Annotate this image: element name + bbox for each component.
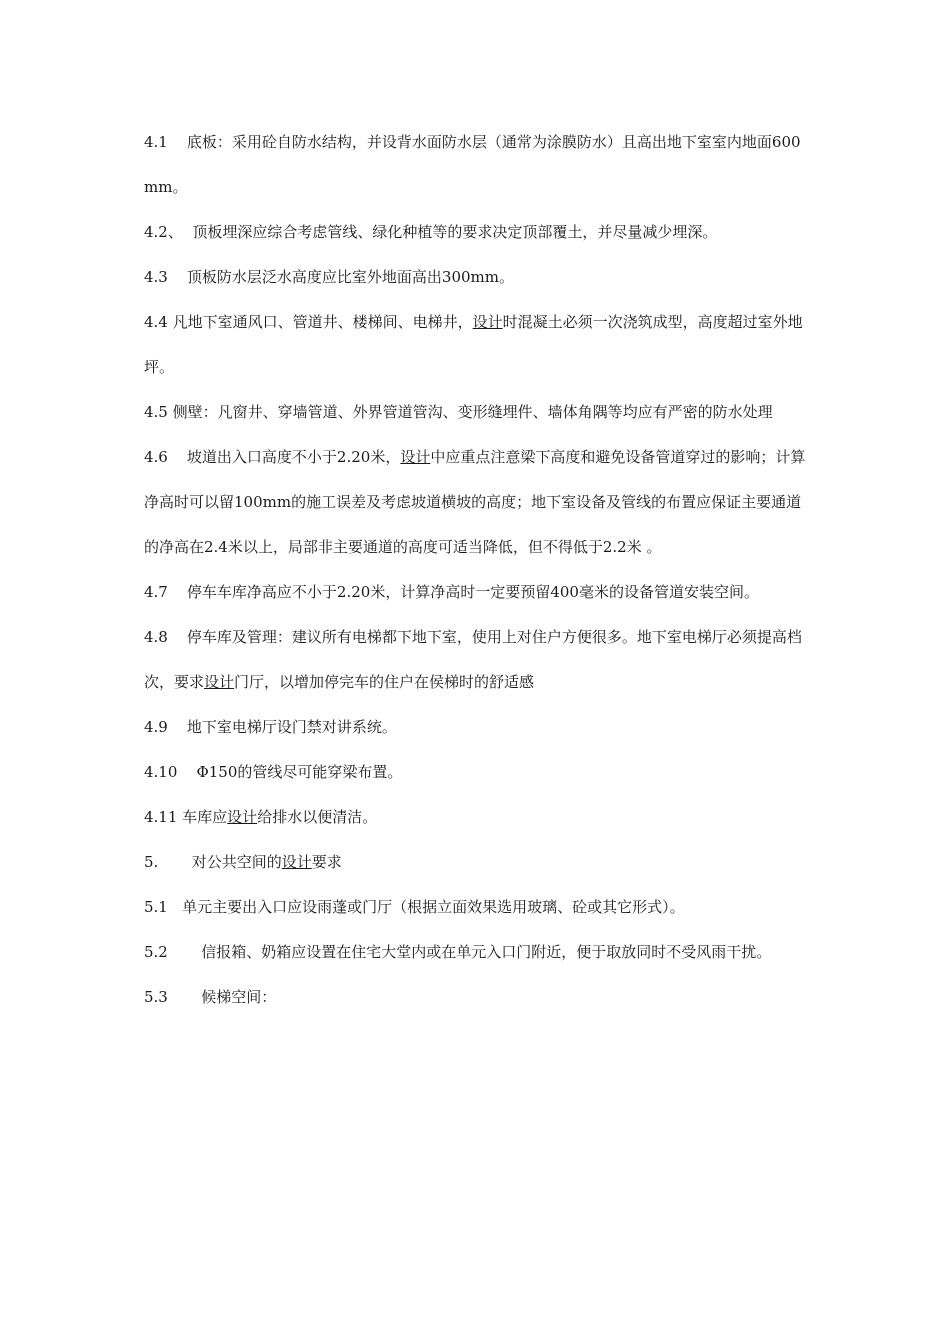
paragraph-text: 4.4 凡地下室通风口、管道井、楼梯间、电梯井， xyxy=(144,313,473,331)
design-link[interactable]: 设计 xyxy=(472,313,503,331)
paragraph-5-2: 5.2 信报箱、奶箱应设置在住宅大堂内或在单元入口门附近，便于取放同时不受风雨干扰。 xyxy=(144,943,772,961)
paragraph-text: 要求 xyxy=(311,853,342,871)
paragraph-text: 4.6 坡道出入口高度不小于2.20米， xyxy=(144,448,401,466)
paragraph-text: 4.8 停车库及管理：建议所有电梯都下地下室，使用上对住户方便很多。地下室电梯厅必须提高档次，要求 xyxy=(144,628,802,691)
paragraph-4-10: 4.10 Φ150的管线尽可能穿梁布置。 xyxy=(144,763,403,781)
design-link[interactable]: 设计 xyxy=(227,808,258,826)
paragraph-text: 中应重点注意梁下高度和避免设备管道穿过的影响；计算净高时可以留100mm的施工误差及考虑坡道横坡的高度；地下室设备及管线的布置应保证主要通道的净高在2.4米以上，局部非主要通道的高度可适当降低，但不得低于2.2米 。 xyxy=(144,448,806,556)
design-link[interactable]: 设计 xyxy=(204,673,235,691)
paragraph-text: 时混凝土必须一次浇筑成型，高度超过室外地坪。 xyxy=(144,313,803,376)
paragraph-text: 门厅，以增加停完车的住户在侯梯时的舒适感 xyxy=(234,673,535,691)
design-link[interactable]: 设计 xyxy=(281,853,312,871)
paragraph-4-5: 4.5 侧壁：凡窗井、穿墙管道、外界管道管沟、变形缝埋件、墙体角隅等均应有严密的防水处理 xyxy=(144,403,773,421)
paragraph-5-1: 5.1 单元主要出入口应设雨蓬或门厅（根据立面效果选用玻璃、砼或其它形式）。 xyxy=(144,898,685,916)
paragraph-4-1: 4.1 底板：采用砼自防水结构，并设背水面防水层（通常为涂膜防水）且高出地下室室内地面600mm。 xyxy=(144,133,801,196)
paragraph-text: 5. 对公共空间的 xyxy=(144,853,282,871)
paragraph-4-2: 4.2、 顶板埋深应综合考虑管线、绿化种植等的要求决定顶部覆土，并尽量减少埋深。 xyxy=(144,223,718,241)
paragraph-5-3: 5.3 候梯空间： xyxy=(144,988,277,1006)
paragraph-4-6 xyxy=(144,435,810,570)
paragraph-4-8 xyxy=(144,615,810,705)
paragraph-4-3: 4.3 顶板防水层泛水高度应比室外地面高出300mm。 xyxy=(144,268,515,286)
paragraph-4-7: 4.7 停车车库净高应不小于2.20米，计算净高时一定要预留400毫米的设备管道安装空间。 xyxy=(144,583,759,601)
section-5-heading xyxy=(144,840,810,885)
design-link[interactable]: 设计 xyxy=(400,448,431,466)
paragraph-4-11 xyxy=(144,795,810,840)
paragraph-4-4 xyxy=(144,300,810,390)
document-page xyxy=(144,120,810,1020)
paragraph-4-9: 4.9 地下室电梯厅设门禁对讲系统。 xyxy=(144,718,397,736)
paragraph-text: 给排水以便清洁。 xyxy=(257,808,378,826)
paragraph-text: 4.11 车库应 xyxy=(144,808,228,826)
